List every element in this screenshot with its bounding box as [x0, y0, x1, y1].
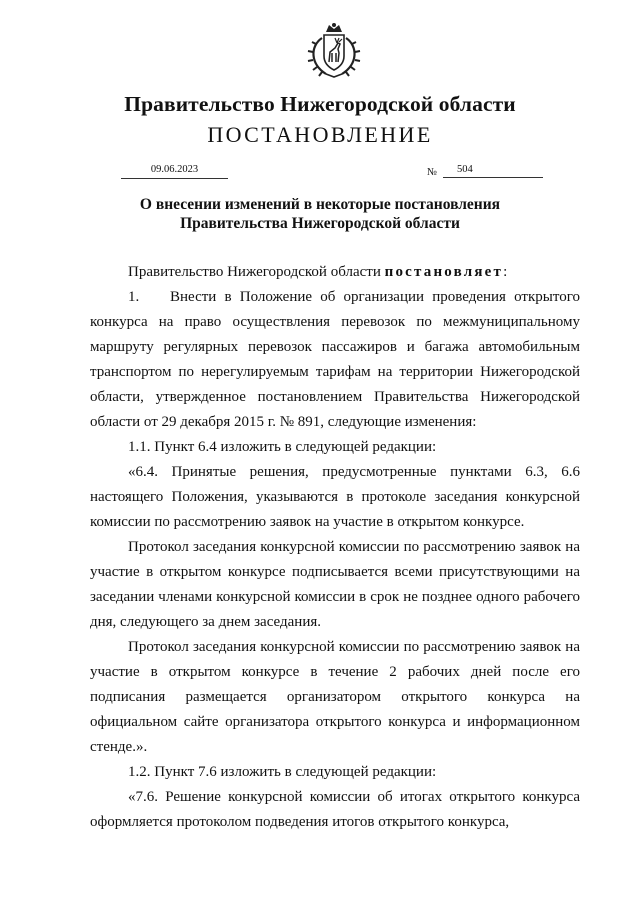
intro-paragraph: [90, 260, 580, 285]
intro-decree-word: постановляет: [384, 264, 504, 280]
protocol-paragraph-1: Протокол заседания конкурсной комиссии по рассмотрению заявок на участие в открытом конкурсе подписывается всеми присутствующими на заседании членами конкурсной комиссии в срок не позднее одного рабочего дня, следующего за днем заседания.: [90, 539, 580, 630]
protocol-paragraph-2: Протокол заседания конкурсной комиссии по рассмотрению заявок на участие в открытом конкурсе в течение 2 рабочих дней после его подписания размещается организатором открытого конкурса на официальном сайте организатора открытого конкурса и информационном стенде.».: [90, 639, 580, 755]
document-title: [0, 195, 640, 233]
coat-of-arms-emblem: [302, 22, 366, 80]
item-1-number: 1.: [128, 289, 140, 305]
government-name: Правительство Нижегородской области: [124, 92, 516, 116]
document-date: 09.06.2023: [121, 162, 228, 179]
document-title-line-2: Правительства Нижегородской области: [180, 215, 460, 232]
clause-6-4-paragraph: «6.4. Принятые решения, предусмотренные пунктами 6.3, 6.6 настоящего Положения, указываются в протоколе заседания конкурсной комиссии по рассмотрению заявок на участие в открытом конкурсе.: [90, 464, 580, 530]
document-body: [90, 260, 580, 835]
number-label: №: [427, 167, 438, 178]
document-type: ПОСТАНОВЛЕНИЕ: [207, 122, 433, 147]
intro-suffix: :: [503, 264, 508, 280]
intro-prefix: Правительство Нижегородской области: [128, 264, 385, 280]
subitem-1-2-paragraph: 1.2. Пункт 7.6 изложить в следующей редакции:: [128, 764, 437, 780]
document-number: 504: [443, 162, 543, 178]
clause-7-6-paragraph: «7.6. Решение конкурсной комиссии об итогах открытого конкурса оформляется протоколом подведения итогов открытого конкурса,: [90, 789, 580, 830]
item-1-text: Внести в Положение об организации проведения открытого конкурса на право осуществления перевозок по межмуниципальному маршруту регулярных перевозок пассажиров и багажа автомобильным транспортом по нерегулируемым тарифам на территории Нижегородской области, утвержденное постановлением Правительства Нижегородской области от 29 декабря 2015 г. № 891, следующие изменения:: [90, 289, 580, 430]
subitem-1-1-paragraph: 1.1. Пункт 6.4 изложить в следующей редакции:: [128, 439, 437, 455]
item-1-paragraph: [90, 285, 580, 435]
document-title-line-1: О внесении изменений в некоторые постановления: [139, 196, 501, 213]
